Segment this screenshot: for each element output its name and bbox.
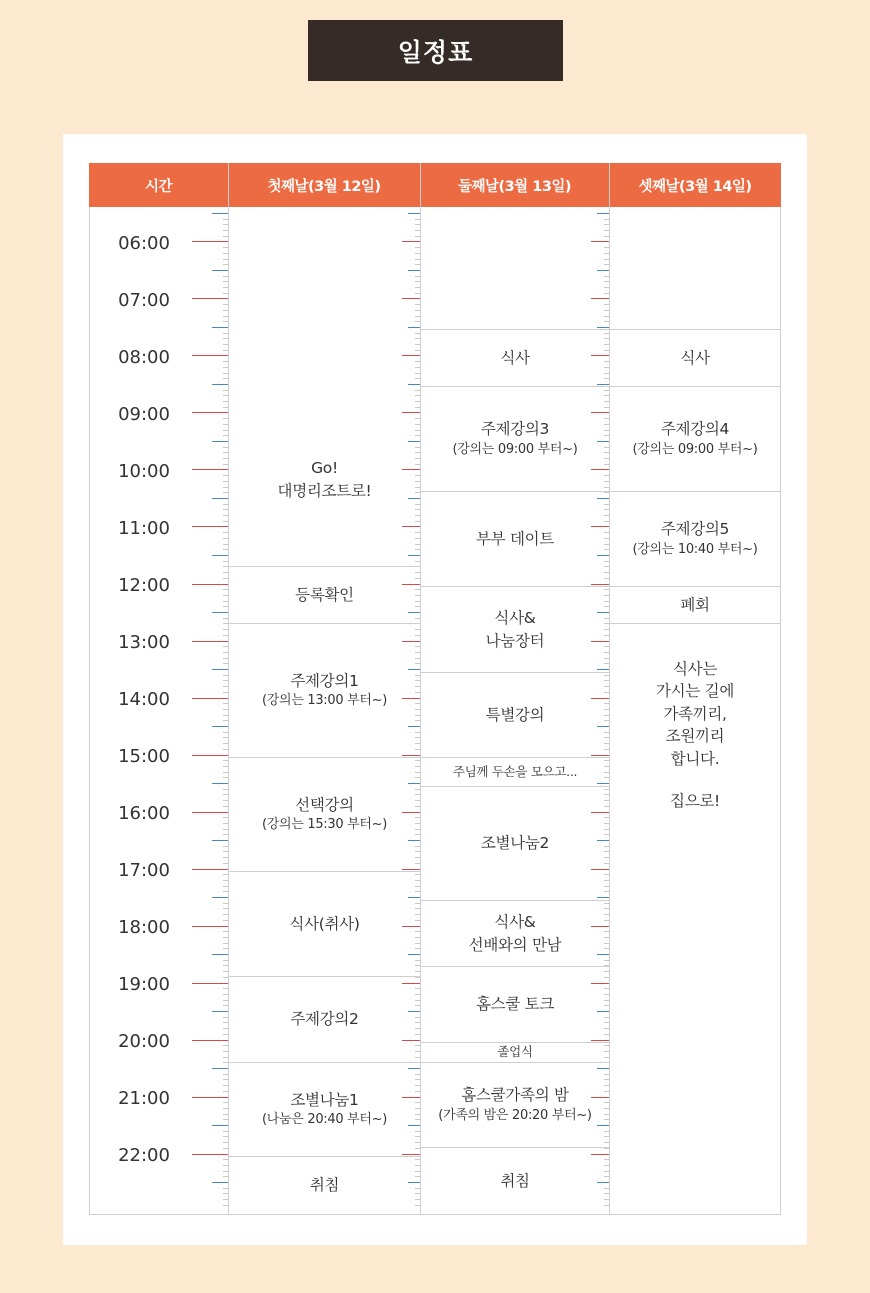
minor-tick [223,886,228,887]
event-sleep [421,1148,609,1214]
event-group1 [229,1063,420,1156]
hour-tick [192,526,228,527]
minor-tick [223,595,228,596]
minor-tick [223,561,228,562]
time-label: 11:00 [118,518,170,539]
event-note: (강의는 15:30 부터~) [261,817,388,833]
minor-tick [223,481,228,482]
minor-tick [223,378,228,379]
minor-tick [223,1199,228,1200]
minor-tick [223,1148,228,1149]
minor-tick [604,264,609,265]
half-hour-tick [212,384,228,385]
event-note: (강의는 09:00 부터~) [452,441,578,457]
event-title: 특별강의 [485,705,545,724]
hour-tick [192,241,228,242]
event-title: 식사(취사) [289,914,360,933]
event-registration [229,567,420,623]
time-label: 15:00 [118,746,170,767]
time-label: 12:00 [118,575,170,596]
event-note: (가족의 밤은 20:20 부터~) [438,1107,592,1123]
event-title: 식사& [494,609,536,628]
hour-tick [192,698,228,699]
event-lecture3 [421,387,609,491]
minor-tick [223,703,228,704]
minor-tick [223,452,228,453]
half-hour-tick [597,327,609,328]
hour-tick [192,1040,228,1041]
hour-tick [192,1154,228,1155]
half-hour-tick [212,1182,228,1183]
minor-tick [223,572,228,573]
half-hour-tick [212,327,228,328]
event-title: 선배와의 만남 [468,935,562,954]
event-lecture4 [610,387,780,491]
minor-tick [604,247,609,248]
minor-tick [223,914,228,915]
event-title: 주님께 두손을 모으고... [452,763,578,779]
minor-tick [223,544,228,545]
time-label: 14:00 [118,689,170,710]
minor-tick [223,1136,228,1137]
minor-tick [223,338,228,339]
minor-tick [223,777,228,778]
hour-tick [192,926,228,927]
minor-tick [223,1108,228,1109]
event-market [421,587,609,672]
minor-tick [223,287,228,288]
minor-tick [604,224,609,225]
event-title: 홈스쿨 토크 [476,995,554,1014]
half-hour-tick [212,1011,228,1012]
minor-tick [223,361,228,362]
minor-tick [604,219,609,220]
half-hour-tick [597,270,609,271]
event-note: (강의는 09:00 부터~) [632,441,758,457]
header-day2: 둘째날(3월 13일) [420,163,609,207]
minor-tick [223,618,228,619]
event-title: 폐회 [680,595,710,614]
time-label: 22:00 [118,1145,170,1166]
half-hour-tick [212,441,228,442]
event-meal [229,872,420,976]
minor-tick [223,1005,228,1006]
minor-tick [223,829,228,830]
minor-tick [223,344,228,345]
minor-tick [223,606,228,607]
hour-tick [591,241,609,242]
minor-tick [223,304,228,305]
event-special-lecture [421,673,609,757]
minor-tick [223,224,228,225]
event-title: 취침 [500,1171,530,1190]
minor-tick [223,817,228,818]
minor-tick [223,219,228,220]
minor-tick [223,1193,228,1194]
half-hour-tick [597,213,609,214]
minor-tick [223,658,228,659]
minor-tick [223,435,228,436]
event-note: (강의는 13:00 부터~) [261,693,388,709]
minor-tick [223,680,228,681]
minor-tick [223,931,228,932]
time-label: 16:00 [118,803,170,824]
minor-tick [604,259,609,260]
event-title: 조별나눔2 [480,834,550,853]
minor-tick [223,623,228,624]
hour-tick [192,469,228,470]
event-title: 나눔장터 [485,631,545,650]
minor-tick [223,646,228,647]
time-label: 18:00 [118,917,170,938]
minor-tick [223,635,228,636]
event-meal [421,330,609,386]
time-label: 06:00 [118,233,170,254]
minor-tick [223,800,228,801]
event-title: 식사 [500,348,530,367]
minor-tick [223,1176,228,1177]
minor-tick [223,264,228,265]
minor-tick [223,994,228,995]
minor-tick [223,663,228,664]
event-lecture1 [229,624,420,757]
minor-tick [223,1188,228,1189]
hour-tick [192,755,228,756]
minor-tick [604,287,609,288]
minor-tick [604,321,609,322]
minor-tick [604,316,609,317]
page-title: 일정표 [308,20,563,81]
minor-tick [223,732,228,733]
time-label: 13:00 [118,632,170,653]
event-sleep [229,1157,420,1214]
minor-tick [223,475,228,476]
minor-tick [223,880,228,881]
event-title: 부부 데이트 [476,529,554,548]
hour-tick [192,641,228,642]
time-label: 07:00 [118,290,170,311]
event-text: 합니다. [670,749,720,768]
minor-tick [223,686,228,687]
minor-tick [223,430,228,431]
minor-tick [223,1028,228,1029]
minor-tick [223,834,228,835]
minor-tick [604,293,609,294]
minor-tick [223,715,228,716]
event-text: 집으로! [670,792,720,811]
minor-tick [223,333,228,334]
minor-tick [223,509,228,510]
time-label: 21:00 [118,1088,170,1109]
event-meal [610,330,780,386]
minor-tick [223,851,228,852]
minor-tick [223,532,228,533]
minor-tick [223,737,228,738]
minor-tick [223,589,228,590]
minor-tick [223,760,228,761]
event-title: 홈스쿨가족의 밤 [461,1086,569,1105]
minor-tick [223,772,228,773]
minor-tick [223,846,228,847]
header-time: 시간 [89,163,228,207]
hour-tick [192,869,228,870]
minor-tick [223,566,228,567]
minor-tick [223,891,228,892]
minor-tick [604,281,609,282]
minor-tick [604,236,609,237]
minor-tick [223,806,228,807]
minor-tick [223,1057,228,1058]
minor-tick [223,960,228,961]
half-hour-tick [212,1125,228,1126]
event-couple-date [421,492,609,586]
event-title: 주제강의2 [290,1010,359,1029]
minor-tick [223,709,228,710]
time-label: 20:00 [118,1031,170,1052]
minor-tick [223,276,228,277]
minor-tick [223,230,228,231]
hour-tick [192,355,228,356]
minor-tick [223,350,228,351]
minor-tick [223,521,228,522]
event-senior-meeting [421,901,609,966]
event-title: 취침 [309,1176,340,1195]
minor-tick [223,1165,228,1166]
event-note: (강의는 10:40 부터~) [632,541,758,557]
minor-tick [223,1085,228,1086]
minor-tick [223,1171,228,1172]
time-label: 09:00 [118,404,170,425]
hour-tick [192,584,228,585]
event-go-resort [229,207,420,566]
minor-tick [223,1051,228,1052]
event-title: 선택강의 [295,795,354,814]
minor-tick [223,1114,228,1115]
minor-tick [223,937,228,938]
minor-tick [223,247,228,248]
time-label: 17:00 [118,860,170,881]
minor-tick [223,281,228,282]
minor-tick [223,943,228,944]
minor-tick [223,1062,228,1063]
time-label: 19:00 [118,974,170,995]
minor-tick [604,276,609,277]
event-text: 가족끼리, [663,704,727,723]
minor-tick [223,1142,228,1143]
minor-tick [223,766,228,767]
minor-tick [223,1045,228,1046]
minor-tick [223,675,228,676]
minor-tick [223,903,228,904]
minor-tick [223,1102,228,1103]
event-lecture2 [229,977,420,1062]
half-hour-tick [212,498,228,499]
minor-tick [223,447,228,448]
row-divider [610,623,780,624]
minor-tick [223,1074,228,1075]
minor-tick [223,515,228,516]
event-title: 식사& [494,913,536,932]
hour-tick [591,298,609,299]
event-title: 등록확인 [295,585,354,604]
hour-tick [192,812,228,813]
minor-tick [223,874,228,875]
event-title: 주제강의1 [290,671,359,690]
event-title: 대명리조트로! [277,481,372,500]
minor-tick [223,977,228,978]
minor-tick [223,749,228,750]
header-day1: 첫째날(3월 12일) [228,163,420,207]
hour-tick [192,412,228,413]
event-graduation [421,1043,609,1062]
time-label: 10:00 [118,461,170,482]
minor-tick [223,1159,228,1160]
header-day3: 셋째날(3월 14일) [609,163,781,207]
event-elective [229,758,420,871]
minor-tick [223,310,228,311]
minor-tick [604,230,609,231]
event-lecture5 [610,492,780,586]
event-text: 조원끼리 [665,727,725,746]
time-label: 08:00 [118,347,170,368]
minor-tick [223,789,228,790]
minor-tick [223,601,228,602]
hour-tick [192,983,228,984]
minor-tick [223,652,228,653]
minor-tick [604,253,609,254]
minor-tick [223,1079,228,1080]
minor-tick [223,492,228,493]
minor-tick [223,857,228,858]
minor-tick [223,464,228,465]
minor-tick [223,692,228,693]
minor-tick [223,971,228,972]
event-closing [610,587,780,623]
minor-tick [223,321,228,322]
minor-tick [223,407,228,408]
event-note: (나눔은 20:40 부터~) [261,1112,388,1128]
hour-tick [192,298,228,299]
minor-tick [223,1034,228,1035]
event-title: 주제강의3 [480,420,550,439]
minor-tick [223,920,228,921]
event-family-night [421,1063,609,1147]
event-homeschool-talk [421,967,609,1042]
half-hour-tick [212,213,228,214]
minor-tick [223,538,228,539]
half-hour-tick [212,840,228,841]
half-hour-tick [212,783,228,784]
minor-tick [223,293,228,294]
minor-tick [223,629,228,630]
minor-tick [223,1017,228,1018]
event-text: 가시는 길에 [656,682,734,701]
minor-tick [223,367,228,368]
hour-tick [192,1097,228,1098]
minor-tick [223,863,228,864]
minor-tick [223,1205,228,1206]
event-prayer [421,758,609,786]
minor-tick [223,253,228,254]
minor-tick [223,401,228,402]
minor-tick [223,1131,228,1132]
minor-tick [223,988,228,989]
minor-tick [223,1119,228,1120]
event-title: 졸업식 [497,1044,533,1060]
half-hour-tick [212,1068,228,1069]
minor-tick [223,794,228,795]
minor-tick [223,743,228,744]
minor-tick [223,1000,228,1001]
event-go-home [610,658,780,838]
minor-tick [604,310,609,311]
event-title: 주제강의5 [660,520,730,539]
minor-tick [223,418,228,419]
half-hour-tick [212,726,228,727]
event-text: 식사는 [672,660,718,678]
minor-tick [223,487,228,488]
minor-tick [223,578,228,579]
minor-tick [223,259,228,260]
event-title: 조별나눔1 [290,1090,359,1109]
minor-tick [223,373,228,374]
event-title: 식사 [680,348,710,367]
half-hour-tick [212,669,228,670]
half-hour-tick [212,897,228,898]
minor-tick [223,1091,228,1092]
event-title: 주제강의4 [660,420,730,439]
minor-tick [223,549,228,550]
half-hour-tick [212,612,228,613]
minor-tick [604,304,609,305]
minor-tick [223,316,228,317]
event-group2 [421,787,609,900]
minor-tick [223,1022,228,1023]
half-hour-tick [212,270,228,271]
minor-tick [223,390,228,391]
minor-tick [223,458,228,459]
minor-tick [223,395,228,396]
minor-tick [223,823,228,824]
minor-tick [223,504,228,505]
minor-tick [223,236,228,237]
minor-tick [223,948,228,949]
half-hour-tick [212,555,228,556]
minor-tick [223,965,228,966]
minor-tick [223,908,228,909]
minor-tick [223,424,228,425]
event-title: Go! [311,459,338,478]
minor-tick [223,720,228,721]
half-hour-tick [212,954,228,955]
